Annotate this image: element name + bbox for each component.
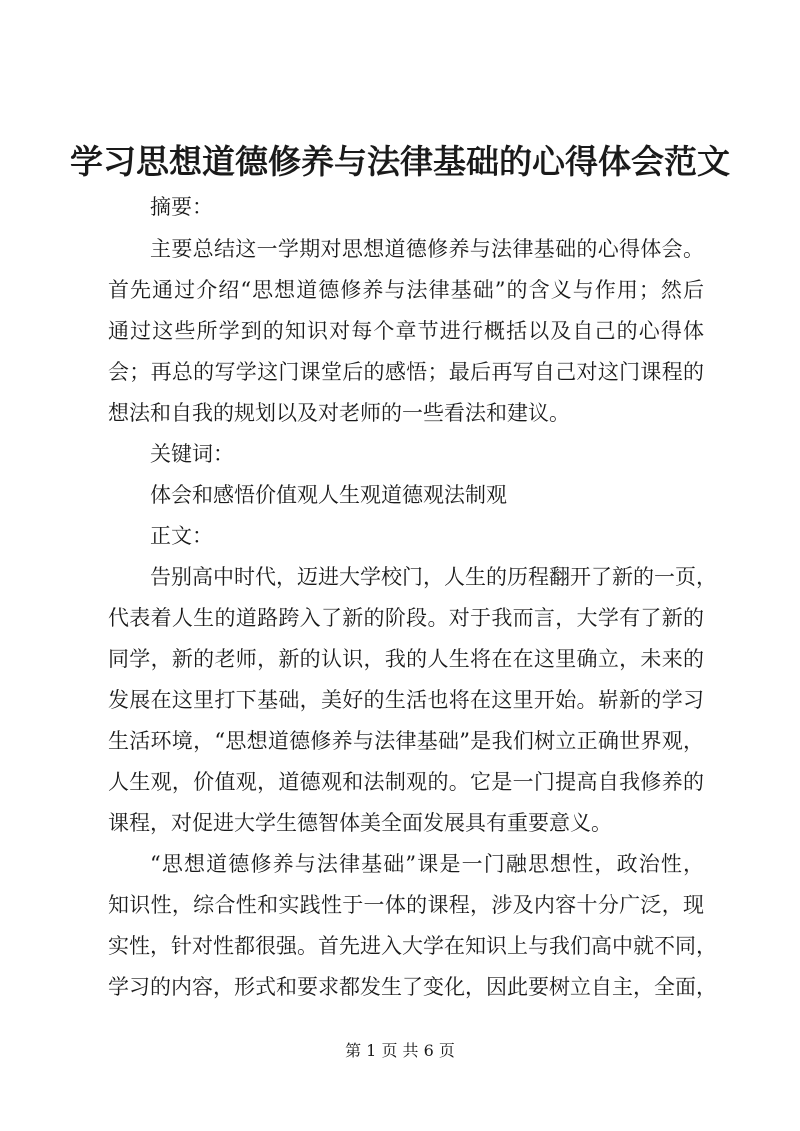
paragraph-line: 课程，对促进大学生德智体美全面发展具有重要意义。 (108, 811, 612, 835)
paragraph-line: 人生观，价值观，道德观和法制观的。它是一门提高自我修养的 (108, 770, 704, 794)
paragraph-line: 知识性，综合性和实践性于一体的课程，涉及内容十分广泛，现 (108, 893, 704, 917)
paragraph-line: 通过这些所学到的知识对每个章节进行概括以及自己的心得体 (108, 319, 704, 343)
paragraph-line: 首先通过介绍“思想道德修养与法律基础”的含义与作用；然后 (108, 278, 704, 302)
page-number-footer: 第 1 页 共 6 页 (345, 1041, 455, 1060)
paragraph-line: 主要总结这一学期对思想道德修养与法律基础的心得体会。 (150, 237, 704, 261)
keywords-list: 体会和感悟价值观人生观道德观法制观 (150, 483, 507, 507)
abstract-heading: 摘要： (150, 195, 213, 219)
paragraph-line: “思想道德修养与法律基础”课是一门融思想性，政治性， (150, 852, 704, 876)
paragraph-line: 实性，针对性都很强。首先进入大学在知识上与我们高中就不同， (108, 934, 717, 958)
paragraph-line: 学习的内容，形式和要求都发生了变化，因此要树立自主，全面， (108, 975, 717, 999)
document-title: 学习思想道德修养与法律基础的心得体会范文 (70, 142, 730, 181)
paragraph-line: 生活环境，“思想道德修养与法律基础”是我们树立正确世界观， (108, 729, 704, 753)
paragraph-line: 代表着人生的道路跨入了新的阶段。对于我而言，大学有了新的 (108, 606, 704, 630)
paragraph-line: 发展在这里打下基础，美好的生活也将在这里开始。崭新的学习 (108, 688, 704, 712)
paragraph-line: 想法和自我的规划以及对老师的一些看法和建议。 (108, 401, 570, 425)
paragraph-line: 告别高中时代，迈进大学校门，人生的历程翻开了新的一页， (150, 565, 717, 589)
keywords-heading: 关键词： (150, 442, 234, 466)
paragraph-line: 会；再总的写学这门课堂后的感悟；最后再写自己对这门课程的 (108, 360, 704, 384)
body-heading: 正文： (150, 524, 213, 548)
paragraph-line: 同学，新的老师，新的认识，我的人生将在在这里确立，未来的 (108, 647, 704, 671)
